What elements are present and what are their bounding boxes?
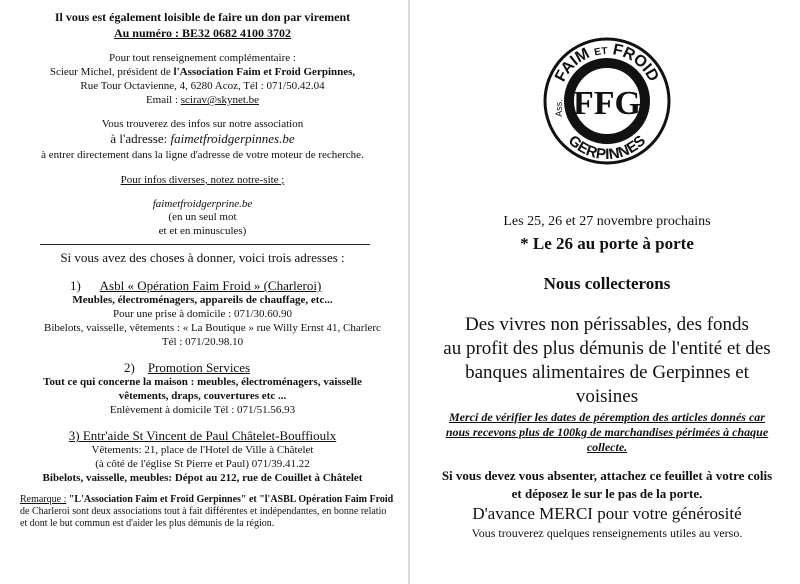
absent-line1: Si vous devez vous absenter, attachez ce feuillet à votre colis xyxy=(441,468,773,483)
addr2-num: 2) xyxy=(124,360,135,375)
addr2-title xyxy=(124,360,250,376)
site-note-2: (en un seul mot xyxy=(168,211,237,223)
addr3-line2: (à côté de l'église St Pierre et Paul) 071/39.41.22 xyxy=(95,458,310,470)
remark-label: Remarque : xyxy=(20,494,67,505)
addr3-title: 3) Entr'aide St Vincent de Paul Châtelet-Bouffioulx xyxy=(68,428,337,443)
logo-ass-text: Ass. xyxy=(554,99,564,117)
logo-letters: FFG xyxy=(573,85,641,122)
addr3-line3: Bibelots, vaisselle, meubles: Dépot au 212, rue de Couillet à Châtelet xyxy=(42,472,363,484)
contact-address: Rue Tour Octavienne, 4, 6280 Acoz, Tél : 071/50.42.04 xyxy=(80,80,325,92)
addr2-name: Promotion Services xyxy=(147,360,251,375)
logo-top-text: FAIM ET FROID xyxy=(552,41,662,85)
bank-account: Au numéro : BE32 0682 4100 3702 xyxy=(113,26,292,40)
addr1-name: Asbl « Opération Faim Froid » (Charleroi) xyxy=(99,278,322,293)
association-logo xyxy=(542,36,672,166)
site-note-3: et et en minuscules) xyxy=(158,225,247,237)
remark-line2: de Charleroi sont deux associations tout à fait différentes et indépendantes, en bonne relatio xyxy=(20,506,387,517)
contact-line: Scieur Michel, président de l'Association Faim et Froid Gerpinnes, xyxy=(49,66,356,78)
remark-text: "L'Association Faim et Froid Gerpinnes" et "l'ASBL Opération Faim Froid xyxy=(68,494,394,505)
collection-dates: Les 25, 26 et 27 novembre prochains xyxy=(503,214,711,229)
addr1-title xyxy=(70,278,321,294)
page-fold xyxy=(408,0,410,584)
collect-heading: Nous collecterons xyxy=(543,274,671,293)
contact-email xyxy=(0,94,405,106)
web-instructions: à entrer directement dans la ligne d'adresse de votre moteur de recherche. xyxy=(41,149,364,161)
remark-line1 xyxy=(20,494,393,505)
addr3-line1: Vêtements: 21, place de l'Hotel de Ville à Châtelet xyxy=(91,444,314,456)
site-note: Pour infos diverses, notez notre-site ; xyxy=(120,174,285,186)
addr1-line2: Pour une prise à domicile : 071/30.60.90 xyxy=(112,308,293,320)
addr1-line1: Meubles, électroménagers, appareils de chauffage, etc... xyxy=(72,294,333,306)
web-address-link[interactable]: faimetfroidgerpinnes.be xyxy=(170,131,295,146)
site-link[interactable]: faimetfroidgerprine.be xyxy=(152,198,253,210)
donation-line: Il vous est également loisible de faire un don par virement xyxy=(54,10,351,24)
verso-note: Vous trouverez quelques renseignements utiles au verso. xyxy=(471,526,743,540)
web-line: Vous trouverez des infos sur notre association xyxy=(101,118,304,130)
right-page xyxy=(414,0,800,584)
absent-line2: et déposez le sur le pas de la porte. xyxy=(511,486,703,501)
thanks: D'avance MERCI pour votre générosité xyxy=(472,504,742,523)
addresses-intro: Si vous avez des choses à donner, voici trois adresses : xyxy=(60,250,345,265)
web-address-label: à l'adresse: xyxy=(110,131,168,146)
logo-bottom-text: GERPINNES xyxy=(564,132,650,164)
email-label: Email : xyxy=(145,94,179,106)
door-to-door: * Le 26 au porte à porte xyxy=(520,234,694,253)
web-address-line xyxy=(0,131,405,147)
divider xyxy=(40,244,370,245)
remark-line3: et dont le but commun est d'aider les plus démunis de la région. xyxy=(20,518,275,529)
addr1-line4: Tél : 071/20.98.10 xyxy=(161,336,244,348)
goods-line4: voisines xyxy=(575,386,639,407)
goods-line3: banques alimentaires de Gerpinnes et xyxy=(465,362,749,383)
info-heading: Pour tout renseignement complémentaire : xyxy=(109,52,296,64)
check-line1: Merci de vérifier les dates de péremption des articles donnés car xyxy=(449,410,765,424)
addr1-line3: Bibelots, vaisselle, vêtements : « La Boutique » rue Willy Ernst 41, Charlerc xyxy=(44,322,381,334)
addr2-line2: vêtements, draps, couvertures etc ... xyxy=(118,390,287,402)
addr2-line1: Tout ce qui concerne la maison : meubles, électroménagers, vaisselle xyxy=(43,376,362,388)
goods-line1: Des vivres non périssables, des fonds xyxy=(465,314,749,335)
check-line3: collecte. xyxy=(586,440,628,454)
email-link[interactable]: scirav@skynet.be xyxy=(180,94,260,106)
addr1-num: 1) xyxy=(70,278,81,293)
addr2-line3: Enlèvement à domicile Tél : 071/51.56.93 xyxy=(109,404,296,416)
check-line2: nous recevons plus de 100kg de marchandises périmées à chaque xyxy=(445,425,769,439)
goods-line2: au profit des plus démunis de l'entité et des xyxy=(443,338,771,359)
